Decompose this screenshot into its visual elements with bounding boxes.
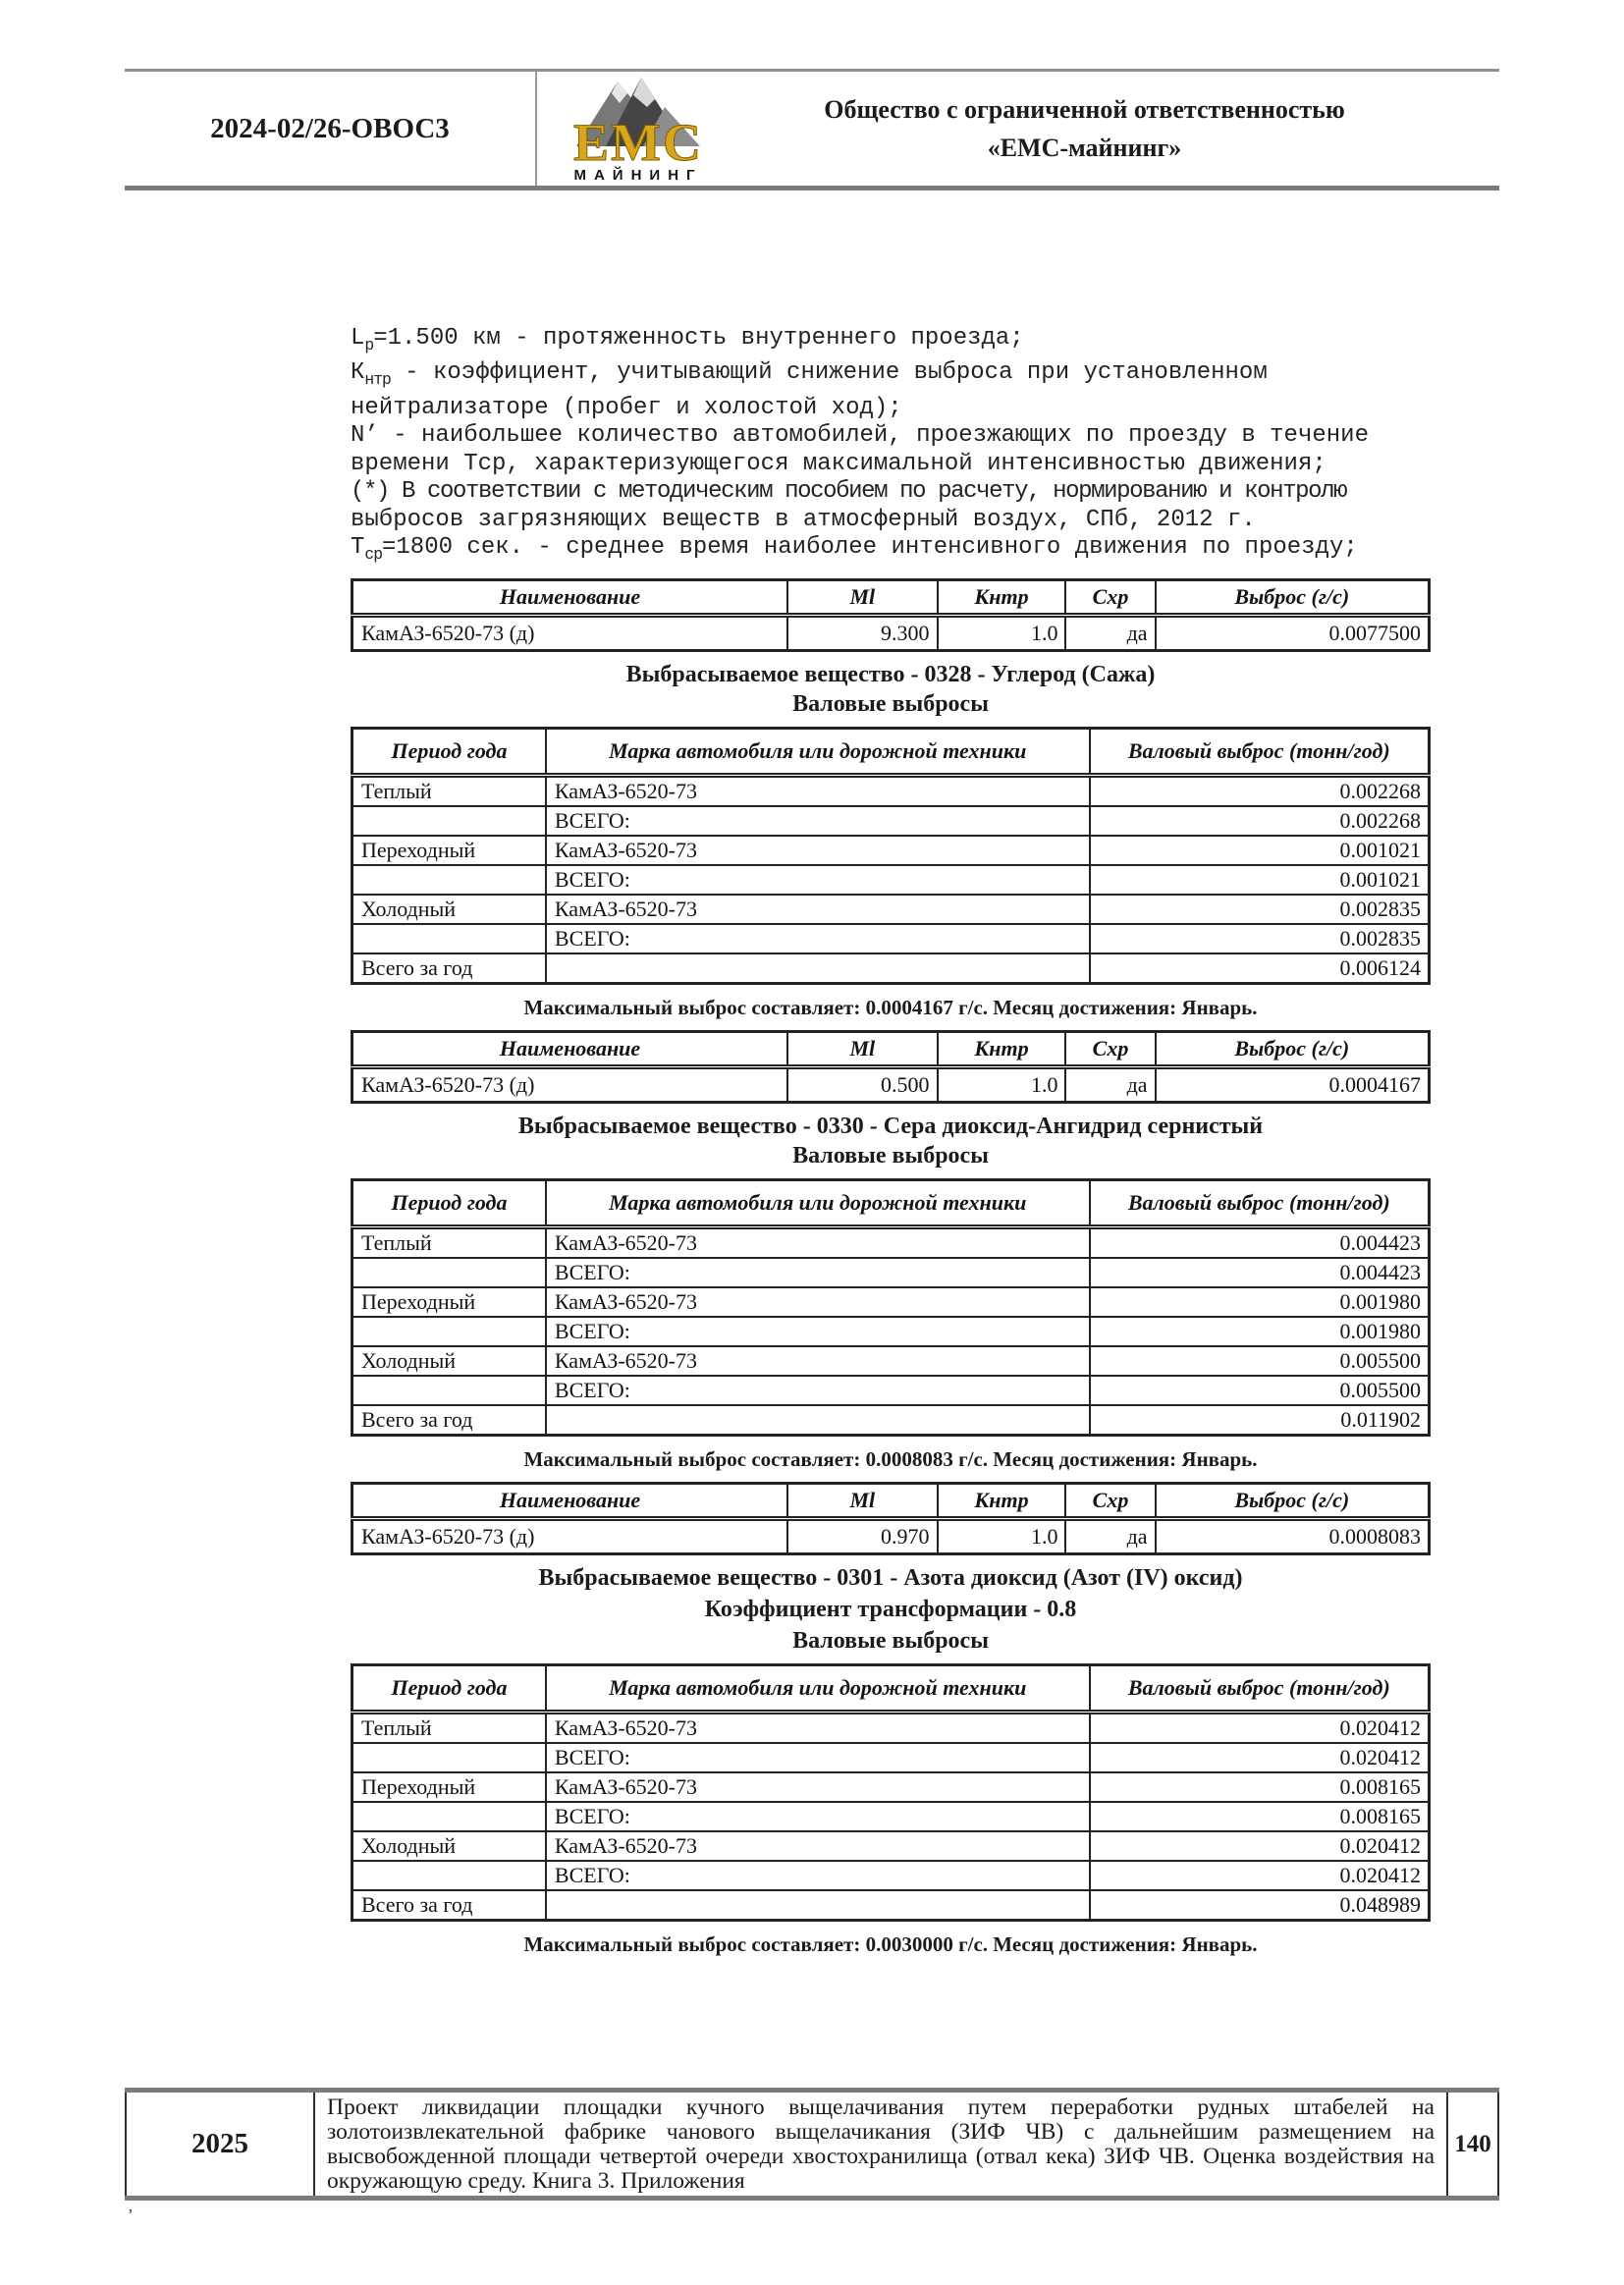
emission-parameters-table	[351, 1030, 1431, 1104]
table-cell	[352, 1802, 546, 1831]
table-row	[352, 1743, 1430, 1772]
table-cell: Переходный	[352, 1287, 546, 1317]
column-header: Период года	[352, 1665, 546, 1713]
table-cell: 0.004423	[1090, 1227, 1430, 1259]
body-text-line: нейтрализаторе (пробег и холостой ход);	[351, 394, 902, 421]
svg-text:ЕМС: ЕМС	[572, 113, 703, 172]
table-cell: 0.020412	[1090, 1713, 1430, 1744]
gross-emissions-heading: Валовые выбросы	[792, 691, 989, 718]
body-text-line: $L_p=1.500$ км - протяженность внутреннего проезда;	[351, 325, 1024, 354]
table-cell: 0.0004167	[1156, 1067, 1430, 1103]
table-cell: 0.0008083	[1156, 1519, 1430, 1554]
table-cell: 0.008165	[1090, 1802, 1430, 1831]
table-cell: КамАЗ-6520-73	[546, 1346, 1090, 1376]
body-text-line: $К_{нтр}$ - коэффициент, учитывающий снижение выброса при установленном	[351, 359, 1268, 390]
table-cell: КамАЗ-6520-73 (д)	[352, 1067, 788, 1103]
column-header: Схр	[1065, 580, 1155, 616]
table-cell: ВСЕГО:	[546, 865, 1090, 895]
table-cell: 0.005500	[1090, 1376, 1430, 1405]
footer-project-title-text: Проект ликвидации площадки кучного выщелачивания путем переработки рудных штабелей на золотоизвлекательной фабрике чанового выщелачикания (ЗИФ ЧВ) с дальнейшим размещением на высвобожденной площади четвертой очереди хвостохранилища (отвал кека) ЗИФ ЧВ. Оценка воздействия на окружающую среду. Книга 3. Приложения	[327, 2094, 1435, 2194]
gross-emissions-heading: Валовые выбросы	[792, 1628, 989, 1655]
header-bottom-rule	[125, 186, 1499, 190]
transformation-coefficient-heading: Коэффициент трансформации - 0.8	[704, 1597, 1077, 1623]
table-row	[352, 836, 1430, 865]
table-cell: 0.001021	[1090, 865, 1430, 895]
table-cell: ВСЕГО:	[546, 1861, 1090, 1890]
emission-parameters-table	[351, 1482, 1431, 1555]
table-cell: 0.002835	[1090, 895, 1430, 924]
table-cell: ВСЕГО:	[546, 1258, 1090, 1287]
table-row	[352, 1713, 1430, 1744]
calculation-notes	[351, 325, 1431, 569]
table-cell: Всего за год	[352, 953, 546, 984]
column-header: Кнтр	[938, 1484, 1066, 1519]
footer-bottom-rule	[125, 2196, 1499, 2201]
table-row	[352, 865, 1430, 895]
table-cell: 0.048989	[1090, 1890, 1430, 1921]
column-header: Период года	[352, 1180, 546, 1227]
table-cell: ВСЕГО:	[546, 1376, 1090, 1405]
table-cell: КамАЗ-6520-73	[546, 1227, 1090, 1259]
table-cell	[546, 953, 1090, 984]
table-row	[352, 1802, 1430, 1831]
table-row	[352, 953, 1430, 984]
table-cell: Переходный	[352, 836, 546, 865]
table-row	[352, 1067, 1430, 1103]
column-header: Ml	[787, 1032, 937, 1067]
table-header-row	[352, 1484, 1430, 1519]
column-header: Валовый выброс (тонн/год)	[1090, 1665, 1430, 1713]
column-header: Наименование	[352, 1484, 788, 1519]
body-text-line: $Т_{ср}=1800$ сек. - среднее время наиболее интенсивного движения по проезду;	[351, 534, 1358, 564]
table-cell: 0.970	[787, 1519, 937, 1554]
column-header: Валовый выброс (тонн/год)	[1090, 729, 1430, 776]
document-number: 2024-02/26-ОВОС3	[125, 72, 537, 186]
substance-heading: Выбрасываемое вещество - 0330 - Сера диоксид-Ангидрид сернистый	[517, 1114, 1264, 1140]
table-cell	[352, 1317, 546, 1346]
max-emission-note: Максимальный выброс составляет: 0.0030000 г/с. Месяц достижения: Январь.	[523, 1932, 1258, 1957]
table-cell: 0.020412	[1090, 1861, 1430, 1890]
table-cell: 1.0	[938, 1519, 1066, 1554]
table-cell: Холодный	[352, 895, 546, 924]
table-header-row	[352, 1665, 1430, 1713]
table-cell	[352, 924, 546, 953]
table-cell: Переходный	[352, 1772, 546, 1802]
table-row	[352, 1287, 1430, 1317]
table-cell: да	[1065, 1519, 1155, 1554]
table-row	[352, 895, 1430, 924]
table-cell: 9.300	[787, 616, 937, 651]
table-cell: КамАЗ-6520-73	[546, 895, 1090, 924]
body-text-line: времени Тср, характеризующегося максимальной интенсивностью движения;	[351, 450, 1326, 477]
table-row	[352, 1861, 1430, 1890]
column-header: Марка автомобиля или дорожной техники	[546, 1180, 1090, 1227]
table-cell	[352, 865, 546, 895]
table-cell: Холодный	[352, 1346, 546, 1376]
table-header-row	[352, 1180, 1430, 1227]
column-header: Ml	[787, 580, 937, 616]
table-cell	[352, 1258, 546, 1287]
table-cell: 0.008165	[1090, 1772, 1430, 1802]
table-cell: ВСЕГО:	[546, 1743, 1090, 1772]
column-header: Ml	[787, 1484, 937, 1519]
table-cell: 0.001980	[1090, 1317, 1430, 1346]
column-header: Кнтр	[938, 1032, 1066, 1067]
table-row	[352, 1346, 1430, 1376]
table-cell: 0.001980	[1090, 1287, 1430, 1317]
column-header: Кнтр	[938, 580, 1066, 616]
table-cell: 1.0	[938, 1067, 1066, 1103]
table-row	[352, 1890, 1430, 1921]
table-cell: КамАЗ-6520-73 (д)	[352, 616, 788, 651]
table-cell: 0.004423	[1090, 1258, 1430, 1287]
page-content	[351, 325, 1431, 1967]
max-emission-note: Максимальный выброс составляет: 0.0008083 г/с. Месяц достижения: Январь.	[523, 1447, 1258, 1472]
table-row	[352, 776, 1430, 807]
column-header: Марка автомобиля или дорожной техники	[546, 1665, 1090, 1713]
table-cell: 1.0	[938, 616, 1066, 651]
table-cell: 0.020412	[1090, 1743, 1430, 1772]
table-cell: да	[1065, 616, 1155, 651]
company-name-line2: «ЕМС-майнинг»	[987, 134, 1182, 162]
page-number: 140	[1446, 2093, 1499, 2196]
body-text-line: N’ - наибольшее количество автомобилей, проезжающих по проезду в течение	[351, 422, 1369, 450]
table-row	[352, 924, 1430, 953]
table-cell: Теплый	[352, 1227, 546, 1259]
table-cell: 0.0077500	[1156, 616, 1430, 651]
column-header: Наименование	[352, 580, 788, 616]
column-header: Период года	[352, 729, 546, 776]
table-cell: ВСЕГО:	[546, 1802, 1090, 1831]
gross-emissions-table	[351, 1663, 1431, 1922]
table-cell: 0.002268	[1090, 776, 1430, 807]
table-cell: 0.002268	[1090, 806, 1430, 836]
table-cell: КамАЗ-6520-73	[546, 1287, 1090, 1317]
table-cell: да	[1065, 1067, 1155, 1103]
table-cell: ВСЕГО:	[546, 1317, 1090, 1346]
page-header	[125, 72, 1499, 186]
table-header-row	[352, 729, 1430, 776]
emission-parameters-table	[351, 578, 1431, 652]
table-cell: КамАЗ-6520-73	[546, 776, 1090, 807]
table-cell: 0.011902	[1090, 1405, 1430, 1436]
column-header: Выброс (г/с)	[1156, 1484, 1430, 1519]
column-header: Марка автомобиля или дорожной техники	[546, 729, 1090, 776]
table-row	[352, 1227, 1430, 1259]
company-name-line1: Общество с ограниченной ответственностью	[824, 95, 1345, 124]
table-cell: 0.500	[787, 1067, 937, 1103]
footer-project-title	[315, 2093, 1446, 2196]
table-row	[352, 1772, 1430, 1802]
table-header-row	[352, 580, 1430, 616]
table-cell: 0.006124	[1090, 953, 1430, 984]
table-row	[352, 806, 1430, 836]
company-name	[738, 72, 1499, 186]
column-header: Выброс (г/с)	[1156, 580, 1430, 616]
table-cell: Теплый	[352, 1713, 546, 1744]
emc-mining-logo-icon	[545, 74, 731, 184]
table-row	[352, 1376, 1430, 1405]
gross-emissions-table	[351, 727, 1431, 985]
gross-emissions-table	[351, 1178, 1431, 1437]
table-cell	[546, 1405, 1090, 1436]
svg-text:МАЙНИНГ: МАЙНИНГ	[572, 167, 703, 184]
table-cell	[352, 1743, 546, 1772]
column-header: Выброс (г/с)	[1156, 1032, 1430, 1067]
table-row	[352, 1519, 1430, 1554]
table-cell: 0.002835	[1090, 924, 1430, 953]
table-row	[352, 1258, 1430, 1287]
page-footer	[125, 2093, 1499, 2196]
table-cell: ВСЕГО:	[546, 924, 1090, 953]
column-header: Схр	[1065, 1032, 1155, 1067]
table-cell: КамАЗ-6520-73 (д)	[352, 1519, 788, 1554]
column-header: Наименование	[352, 1032, 788, 1067]
column-header: Схр	[1065, 1484, 1155, 1519]
column-header: Валовый выброс (тонн/год)	[1090, 1180, 1430, 1227]
table-row	[352, 1405, 1430, 1436]
body-text-line: выбросов загрязняющих веществ в атмосферный воздух, СПб, 2012 г.	[351, 506, 1256, 533]
table-row	[352, 1317, 1430, 1346]
table-cell: Холодный	[352, 1831, 546, 1861]
substance-heading: Выбрасываемое вещество - 0328 - Углерод (Сажа)	[625, 662, 1156, 688]
body-text-line: (*) В соответствии с методическим пособием по расчету, нормированию и контролю	[351, 478, 1347, 506]
table-cell: 0.001021	[1090, 836, 1430, 865]
stray-mark: ’	[128, 2205, 134, 2224]
table-cell: КамАЗ-6520-73	[546, 1831, 1090, 1861]
table-cell: Всего за год	[352, 1405, 546, 1436]
table-cell: Всего за год	[352, 1890, 546, 1921]
table-cell: 0.020412	[1090, 1831, 1430, 1861]
table-cell: Теплый	[352, 776, 546, 807]
substance-heading: Выбрасываемое вещество - 0301 - Азота диоксид (Азот (IV) оксид)	[538, 1565, 1243, 1592]
table-header-row	[352, 1032, 1430, 1067]
table-cell: КамАЗ-6520-73	[546, 1713, 1090, 1744]
gross-emissions-heading: Валовые выбросы	[792, 1143, 989, 1170]
table-cell: КамАЗ-6520-73	[546, 836, 1090, 865]
table-cell	[546, 1890, 1090, 1921]
table-cell: КамАЗ-6520-73	[546, 1772, 1090, 1802]
table-row	[352, 1831, 1430, 1861]
table-cell	[352, 806, 546, 836]
table-cell: 0.005500	[1090, 1346, 1430, 1376]
table-row	[352, 616, 1430, 651]
table-cell	[352, 1376, 546, 1405]
max-emission-note: Максимальный выброс составляет: 0.0004167 г/с. Месяц достижения: Январь.	[523, 996, 1258, 1020]
footer-year: 2025	[125, 2093, 315, 2196]
company-logo	[537, 72, 738, 186]
table-cell	[352, 1861, 546, 1890]
table-cell: ВСЕГО:	[546, 806, 1090, 836]
